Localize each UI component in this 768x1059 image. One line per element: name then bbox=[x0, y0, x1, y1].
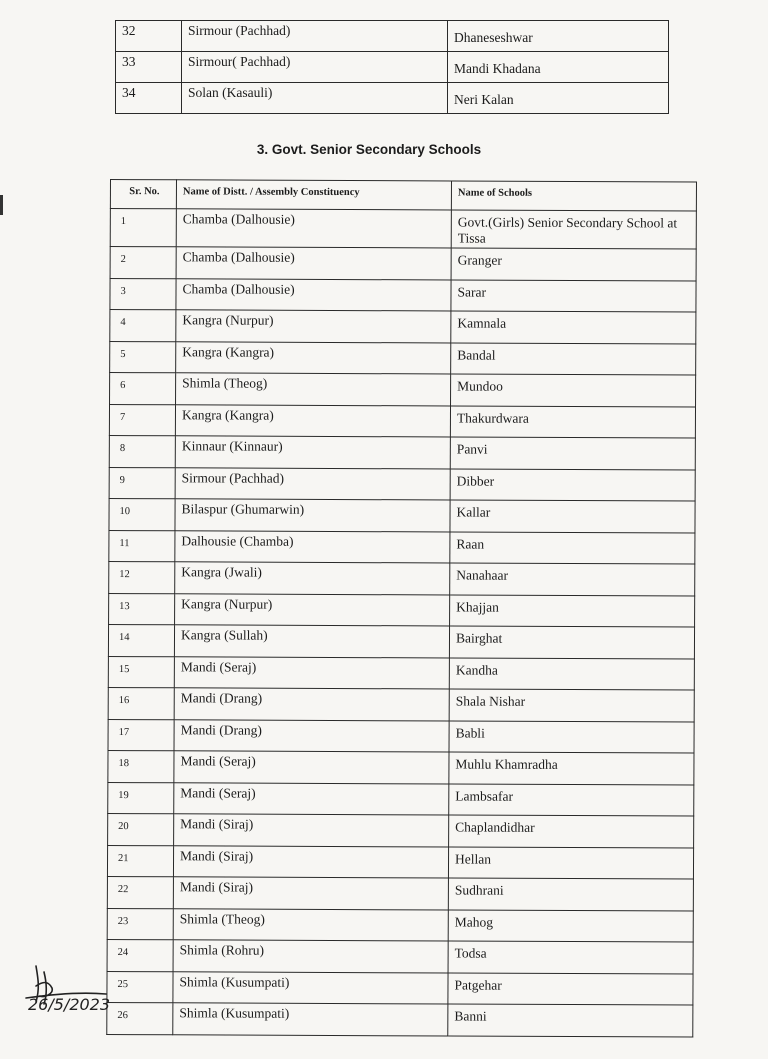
school-cell: Mandi Khadana bbox=[448, 52, 669, 83]
table-header-row bbox=[110, 180, 696, 212]
sr-no-cell: 4 bbox=[110, 310, 176, 342]
table-row bbox=[107, 908, 693, 942]
sr-no-cell: 33 bbox=[116, 52, 182, 83]
sr-no-cell: 1 bbox=[110, 209, 176, 247]
constituency-cell: Shimla (Theog) bbox=[176, 373, 451, 406]
table-row bbox=[110, 209, 696, 250]
sr-no-cell: 16 bbox=[108, 687, 174, 719]
table-row bbox=[110, 310, 696, 344]
constituency-cell: Kangra (Nurpur) bbox=[176, 310, 451, 343]
sr-no-cell: 20 bbox=[108, 813, 174, 845]
constituency-cell: Mandi (Siraj) bbox=[174, 814, 449, 847]
table-row bbox=[109, 435, 695, 469]
school-cell: Granger bbox=[451, 248, 696, 281]
sr-no-cell: 8 bbox=[109, 435, 175, 467]
table-row bbox=[108, 656, 694, 690]
sr-no-cell: 23 bbox=[107, 908, 173, 940]
school-cell: Todsa bbox=[448, 941, 693, 974]
table-row bbox=[110, 373, 696, 407]
school-cell: Mundoo bbox=[451, 374, 696, 407]
table-row bbox=[110, 247, 696, 281]
constituency-cell: Kangra (Kangra) bbox=[175, 404, 450, 437]
sr-no-cell: 26 bbox=[107, 1002, 173, 1034]
sr-no-cell: 10 bbox=[109, 498, 175, 530]
table-row bbox=[107, 1002, 693, 1036]
constituency-cell: Sirmour (Pachhad) bbox=[175, 467, 450, 500]
sr-no-cell: 13 bbox=[109, 593, 175, 625]
handwritten-signature bbox=[14, 958, 134, 1020]
constituency-cell: Chamba (Dalhousie) bbox=[176, 209, 451, 248]
constituency-cell: Kangra (Nurpur) bbox=[175, 593, 450, 626]
school-cell: Khajjan bbox=[450, 594, 695, 627]
constituency-cell: Shimla (Rohru) bbox=[173, 940, 448, 973]
school-cell: Patgehar bbox=[448, 972, 693, 1005]
section-heading: 3. Govt. Senior Secondary Schools bbox=[256, 142, 482, 157]
sr-no-cell: 7 bbox=[109, 404, 175, 436]
table-row bbox=[108, 782, 694, 816]
sr-no-cell: 19 bbox=[108, 782, 174, 814]
constituency-cell: Shimla (Kusumpati) bbox=[173, 1003, 448, 1036]
table-row bbox=[109, 498, 695, 532]
table-row bbox=[109, 561, 695, 595]
table-row bbox=[116, 52, 669, 83]
sr-no-cell: 21 bbox=[107, 845, 173, 877]
constituency-cell: Mandi (Seraj) bbox=[174, 656, 449, 689]
school-cell: Muhlu Khamradha bbox=[449, 752, 694, 785]
constituency-cell: Kinnaur (Kinnaur) bbox=[175, 436, 450, 469]
constituency-cell: Shimla (Theog) bbox=[173, 908, 448, 941]
constituency-cell: Solan (Kasauli) bbox=[182, 83, 448, 114]
school-cell: Chaplandidhar bbox=[449, 815, 694, 848]
table-row bbox=[110, 278, 696, 312]
sr-no-cell: 9 bbox=[109, 467, 175, 499]
school-cell: Mahog bbox=[448, 909, 693, 942]
school-cell: Thakurdwara bbox=[450, 405, 695, 438]
table-row bbox=[107, 971, 693, 1005]
table-row bbox=[108, 687, 694, 721]
sr-no-cell: 34 bbox=[116, 83, 182, 114]
school-cell: Panvi bbox=[450, 437, 695, 470]
school-cell: Babli bbox=[449, 720, 694, 753]
sr-no-cell: 15 bbox=[108, 656, 174, 688]
table-row bbox=[116, 83, 669, 114]
constituency-cell: Kangra (Jwali) bbox=[175, 562, 450, 595]
school-cell: Hellan bbox=[448, 846, 693, 879]
constituency-cell: Mandi (Siraj) bbox=[173, 877, 448, 910]
table-row bbox=[107, 845, 693, 879]
constituency-cell: Dalhousie (Chamba) bbox=[175, 530, 450, 563]
sr-no-cell: 25 bbox=[107, 971, 173, 1003]
school-cell: Kandha bbox=[449, 657, 694, 690]
school-cell: Bandal bbox=[451, 342, 696, 375]
constituency-cell: Sirmour (Pachhad) bbox=[182, 21, 448, 52]
constituency-cell: Shimla (Kusumpati) bbox=[173, 971, 448, 1004]
sr-no-cell: 12 bbox=[109, 561, 175, 593]
header-sr-no: Sr. No. bbox=[110, 180, 176, 209]
sr-no-cell: 24 bbox=[107, 939, 173, 971]
constituency-cell: Sirmour( Pachhad) bbox=[182, 52, 448, 83]
school-cell: Sudhrani bbox=[448, 878, 693, 911]
sr-no-cell: 2 bbox=[110, 247, 176, 279]
table-row bbox=[108, 750, 694, 784]
continuation-table bbox=[115, 20, 669, 114]
table-row bbox=[108, 719, 694, 753]
signature-date: 26/5/2023 bbox=[28, 995, 111, 1014]
sr-no-cell: 6 bbox=[110, 373, 176, 405]
sr-no-cell: 22 bbox=[107, 876, 173, 908]
constituency-cell: Kangra (Sullah) bbox=[174, 625, 449, 658]
table-row bbox=[116, 21, 669, 52]
senior-secondary-schools-table bbox=[106, 179, 697, 1037]
school-cell: Lambsafar bbox=[449, 783, 694, 816]
table-row bbox=[107, 876, 693, 910]
table-row bbox=[107, 939, 693, 973]
constituency-cell: Mandi (Seraj) bbox=[174, 782, 449, 815]
sr-no-cell: 18 bbox=[108, 750, 174, 782]
sr-no-cell: 17 bbox=[108, 719, 174, 751]
constituency-cell: Mandi (Drang) bbox=[174, 688, 449, 721]
constituency-cell: Mandi (Siraj) bbox=[173, 845, 448, 878]
sr-no-cell: 11 bbox=[109, 530, 175, 562]
table-row bbox=[109, 467, 695, 501]
sr-no-cell: 3 bbox=[110, 278, 176, 310]
school-cell: Shala Nishar bbox=[449, 689, 694, 722]
sr-no-cell: 14 bbox=[108, 624, 174, 656]
school-cell: Kallar bbox=[450, 500, 695, 533]
school-cell: Govt.(Girls) Senior Secondary School at Tissa bbox=[451, 210, 696, 249]
school-cell: Dhaneseshwar bbox=[448, 21, 669, 52]
constituency-cell: Chamba (Dalhousie) bbox=[176, 247, 451, 280]
constituency-cell: Kangra (Kangra) bbox=[176, 341, 451, 374]
school-cell: Banni bbox=[448, 1004, 693, 1037]
sr-no-cell: 5 bbox=[110, 341, 176, 373]
school-cell: Nanahaar bbox=[450, 563, 695, 596]
sr-no-cell: 32 bbox=[116, 21, 182, 52]
school-cell: Dibber bbox=[450, 468, 695, 501]
table-row bbox=[109, 530, 695, 564]
constituency-cell: Bilaspur (Ghumarwin) bbox=[175, 499, 450, 532]
school-cell: Sarar bbox=[451, 279, 696, 312]
school-cell: Bairghat bbox=[449, 626, 694, 659]
table-row bbox=[108, 813, 694, 847]
header-school: Name of Schools bbox=[451, 181, 696, 211]
school-cell: Kamnala bbox=[451, 311, 696, 344]
scan-edge-mark bbox=[0, 195, 3, 215]
header-constituency: Name of Distt. / Assembly Constituency bbox=[176, 180, 451, 210]
constituency-cell: Mandi (Drang) bbox=[174, 719, 449, 752]
school-cell: Raan bbox=[450, 531, 695, 564]
constituency-cell: Chamba (Dalhousie) bbox=[176, 278, 451, 311]
table-row bbox=[109, 404, 695, 438]
constituency-cell: Mandi (Seraj) bbox=[174, 751, 449, 784]
table-row bbox=[109, 593, 695, 627]
table-row bbox=[108, 624, 694, 658]
school-cell: Neri Kalan bbox=[448, 83, 669, 114]
table-row bbox=[110, 341, 696, 375]
